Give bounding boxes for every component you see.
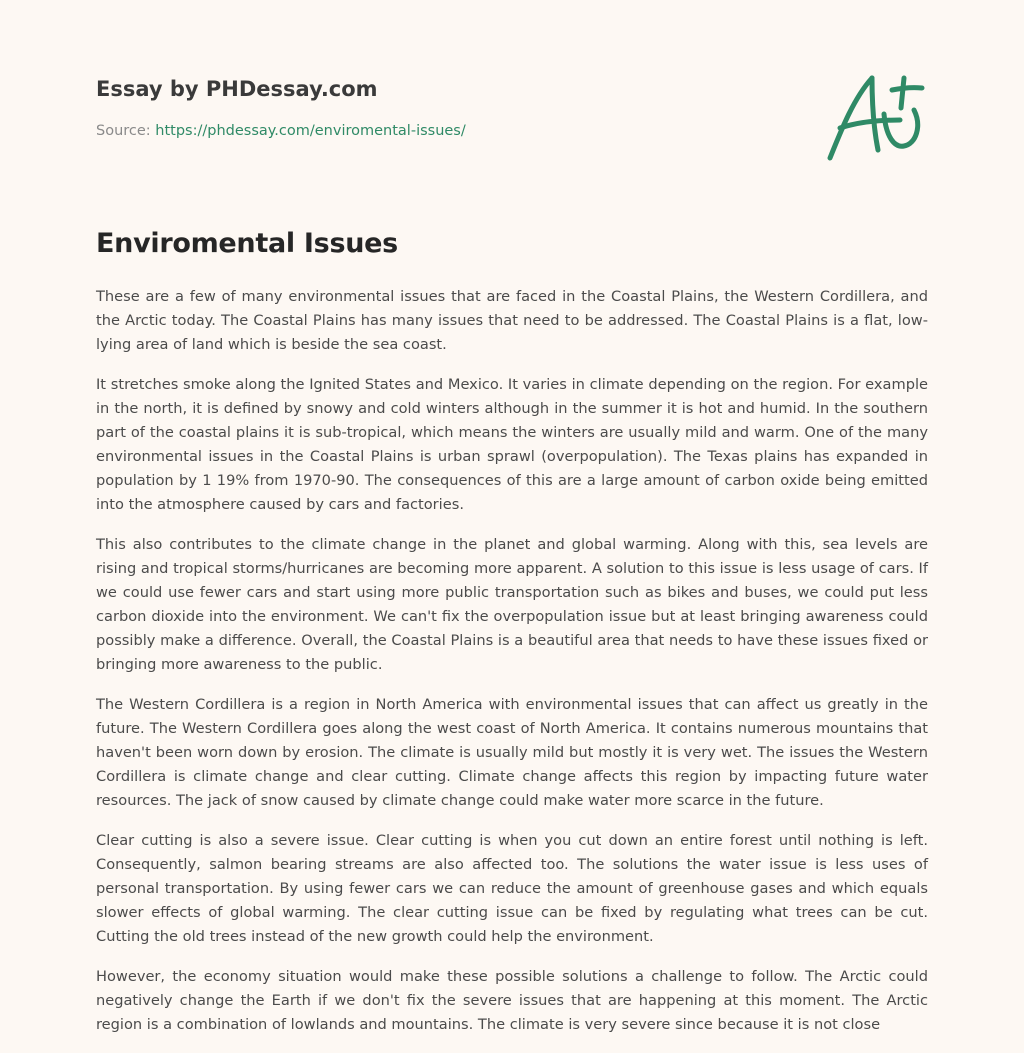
source-label: Source: (96, 123, 151, 139)
essay-paragraph: These are a few of many environmental issues that are faced in the Coastal Plains, the Western Cordillera, and the Arctic today. The Coastal Plains has many issues that need to be addressed. The Coastal Plains is a flat, low-lying area of land which is beside the sea coast. (96, 288, 928, 353)
essay-paragraph: This also contributes to the climate change in the planet and global warming. Along with this, sea levels are rising and tropical storms/hurricanes are becoming more apparent. A solution to this issue is less usage of cars. If we could use fewer cars and start using more public transportation such as bikes and buses, we could put less carbon dioxide into the environment. We can't fix the overpopulation issue but at least bringing awareness could possibly make a difference. Overall, the Coastal Plains is a beautiful area that needs to have these issues fixed or bringing more awareness to the public. (96, 536, 928, 673)
essay-title: Enviromental Issues (96, 228, 398, 259)
essay-paragraph: Clear cutting is also a severe issue. Clear cutting is when you cut down an entire forest until nothing is left. Consequently, salmon bearing streams are also affected too. The solutions the water issue is less uses of personal transportation. By using fewer cars we can reduce the amount of greenhouse gases and which equals slower effects of global warming. The clear cutting issue can be fixed by regulating what trees can be cut. Cutting the old trees instead of the new growth could help the environment. (96, 832, 928, 945)
source-line (96, 123, 466, 139)
essay-header (96, 74, 796, 139)
essay-body (96, 285, 928, 1053)
essay-paragraph: However, the economy situation would make these possible solutions a challenge to follow. The Arctic could negatively change the Earth if we don't fix the severe issues that are happening at this moment. The Arctic region is a combination of lowlands and mountains. The climate is very severe since because it is not close (96, 968, 928, 1033)
essay-paragraph: The Western Cordillera is a region in North America with environmental issues that can affect us greatly in the future. The Western Cordillera goes along the west coast of North America. It contains numerous mountains that haven't been worn down by erosion. The climate is usually mild but mostly it is very wet. The issues the Western Cordillera is climate change and clear cutting. Climate change affects this region by impacting future water resources. The jack of snow caused by climate change could make water more scarce in the future. (96, 696, 928, 809)
site-brand: Essay by PHDessay.com (96, 77, 378, 101)
source-link[interactable]: https://phdessay.com/enviromental-issues/ (155, 123, 466, 139)
a-plus-grade-icon (820, 66, 932, 166)
essay-paragraph: It stretches smoke along the Ignited States and Mexico. It varies in climate depending on the region. For example in the north, it is defined by snowy and cold winters although in the summer it is hot and humid. In the southern part of the coastal plains it is sub-tropical, which means the winters are usually mild and warm. One of the many environmental issues in the Coastal Plains is urban sprawl (overpopulation). The Texas plains has expanded in population by 1 19% from 1970-90. The consequences of this are a large amount of carbon oxide being emitted into the atmosphere caused by cars and factories. (96, 376, 928, 513)
